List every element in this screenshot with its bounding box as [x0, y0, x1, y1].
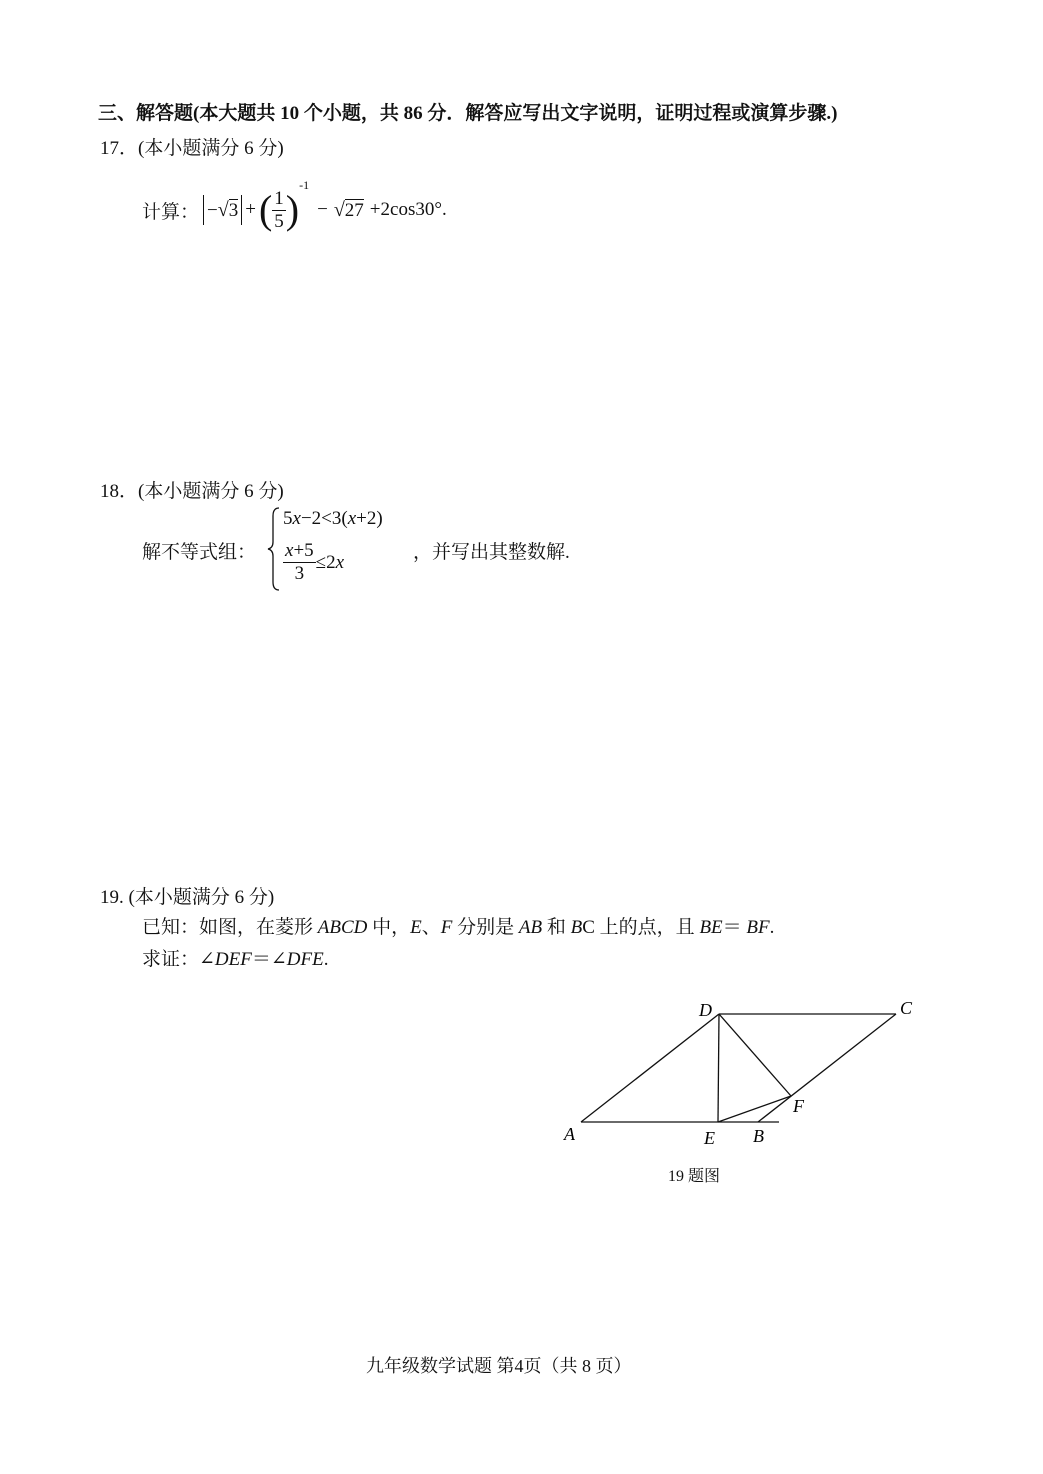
q18-heading: 18．(本小题满分 6 分) — [100, 481, 284, 502]
q19-given-4: 分别是 — [452, 917, 519, 938]
q19-prove-2: ＝∠ — [251, 949, 287, 970]
q18-fraction — [283, 540, 316, 585]
q19-given-bf: BF — [746, 917, 770, 938]
q17-sqrt27: 27 — [344, 199, 364, 221]
q18-prefix: 解不等式组： — [142, 542, 257, 563]
q17-prefix: 计算： — [142, 201, 200, 223]
q18-frac-num — [283, 540, 316, 562]
q18-i1-x2: x — [347, 508, 357, 529]
section-title: 三、解答题(本大题共 10 个小题，共 86 分．解答应写出文字说明，证明过程或演算步骤.) — [98, 103, 838, 124]
label-F: F — [793, 1096, 804, 1116]
q18-i2-x: x — [335, 551, 345, 573]
q19-given-6: 上的点，且 — [594, 917, 700, 938]
q17-abs-minus: − — [207, 200, 218, 221]
q17-expression — [142, 180, 447, 240]
q19-given-8: . — [769, 917, 775, 938]
label-A: A — [564, 1124, 575, 1144]
q18-num-rest: +5 — [293, 540, 314, 561]
q19-prove — [142, 944, 328, 971]
label-D: D — [699, 1000, 712, 1020]
q19-prove-1: 求证：∠ — [142, 949, 215, 970]
q19-given-7: ＝ — [722, 917, 747, 938]
segment-DF — [719, 1014, 791, 1096]
q19-given-ab: AB — [518, 917, 543, 938]
label-B: B — [753, 1126, 764, 1146]
figure-caption: 19 题图 — [668, 1168, 721, 1185]
q18-i1-c: +2) — [356, 508, 383, 529]
q19-given-3: 、 — [421, 917, 441, 938]
q19-prove-3: . — [323, 949, 329, 970]
q17-fraction — [272, 188, 286, 233]
q18-num-x: x — [285, 540, 294, 561]
q19-given-bc: B — [570, 917, 583, 938]
q19-prove-def: DEF — [214, 949, 252, 970]
q17-sqrt27-sign: √ — [333, 198, 345, 221]
q19-rhombus-figure — [550, 990, 930, 1160]
q17-heading: 17．(本小题满分 6 分) — [100, 138, 284, 159]
q18-frac-den: 3 — [294, 563, 305, 584]
q19-given-e: E — [410, 917, 422, 938]
q18-suffix: ，并写出其整数解. — [413, 542, 570, 563]
q19-given-1: 已知：如图，在菱形 — [142, 917, 318, 938]
q19-given-be: BE — [699, 917, 723, 938]
q18-inequality-2 — [283, 540, 344, 585]
q18-inequality-1 — [283, 508, 383, 530]
q17-left-paren: ( — [258, 187, 273, 232]
q17-frac-num: 1 — [274, 187, 284, 209]
q19-given-2: 中， — [367, 917, 411, 938]
q19-given — [142, 912, 774, 939]
segment-EF — [718, 1096, 791, 1122]
q19-given-abcd: ABCD — [317, 917, 368, 938]
label-E: E — [704, 1128, 715, 1148]
q19-given-bc2: C — [582, 917, 595, 938]
q17-sqrt3: 3 — [228, 200, 239, 221]
segment-AD — [581, 1014, 719, 1122]
q17-minus: − — [317, 199, 328, 220]
q18-i2-rest: ≤2 — [315, 551, 336, 573]
segment-CB — [758, 1014, 896, 1122]
q17-right-paren: ) — [285, 187, 300, 232]
q19-prove-dfe: DFE — [286, 949, 324, 970]
q18-i1-x: x — [292, 508, 301, 529]
q17-tail: +2cos30°. — [369, 199, 447, 220]
q19-heading: 19. (本小题满分 6 分) — [100, 887, 275, 908]
q19-given-5: 和 — [542, 917, 571, 938]
q18-i1-b: −2<3( — [300, 508, 348, 529]
label-C: C — [900, 998, 913, 1018]
q17-abs-value — [203, 195, 242, 225]
q17-exponent: -1 — [299, 178, 310, 192]
q18-i1-a: 5 — [283, 508, 293, 529]
q17-plus: + — [245, 199, 256, 220]
q17-frac-den: 5 — [274, 210, 284, 232]
q17-sqrt-sign: √ — [217, 199, 229, 221]
q18-brace — [266, 506, 282, 592]
page-footer: 九年级数学试题 第4页（共 8 页） — [366, 1356, 632, 1376]
q19-given-f: F — [440, 917, 453, 938]
segment-DE — [718, 1014, 719, 1122]
